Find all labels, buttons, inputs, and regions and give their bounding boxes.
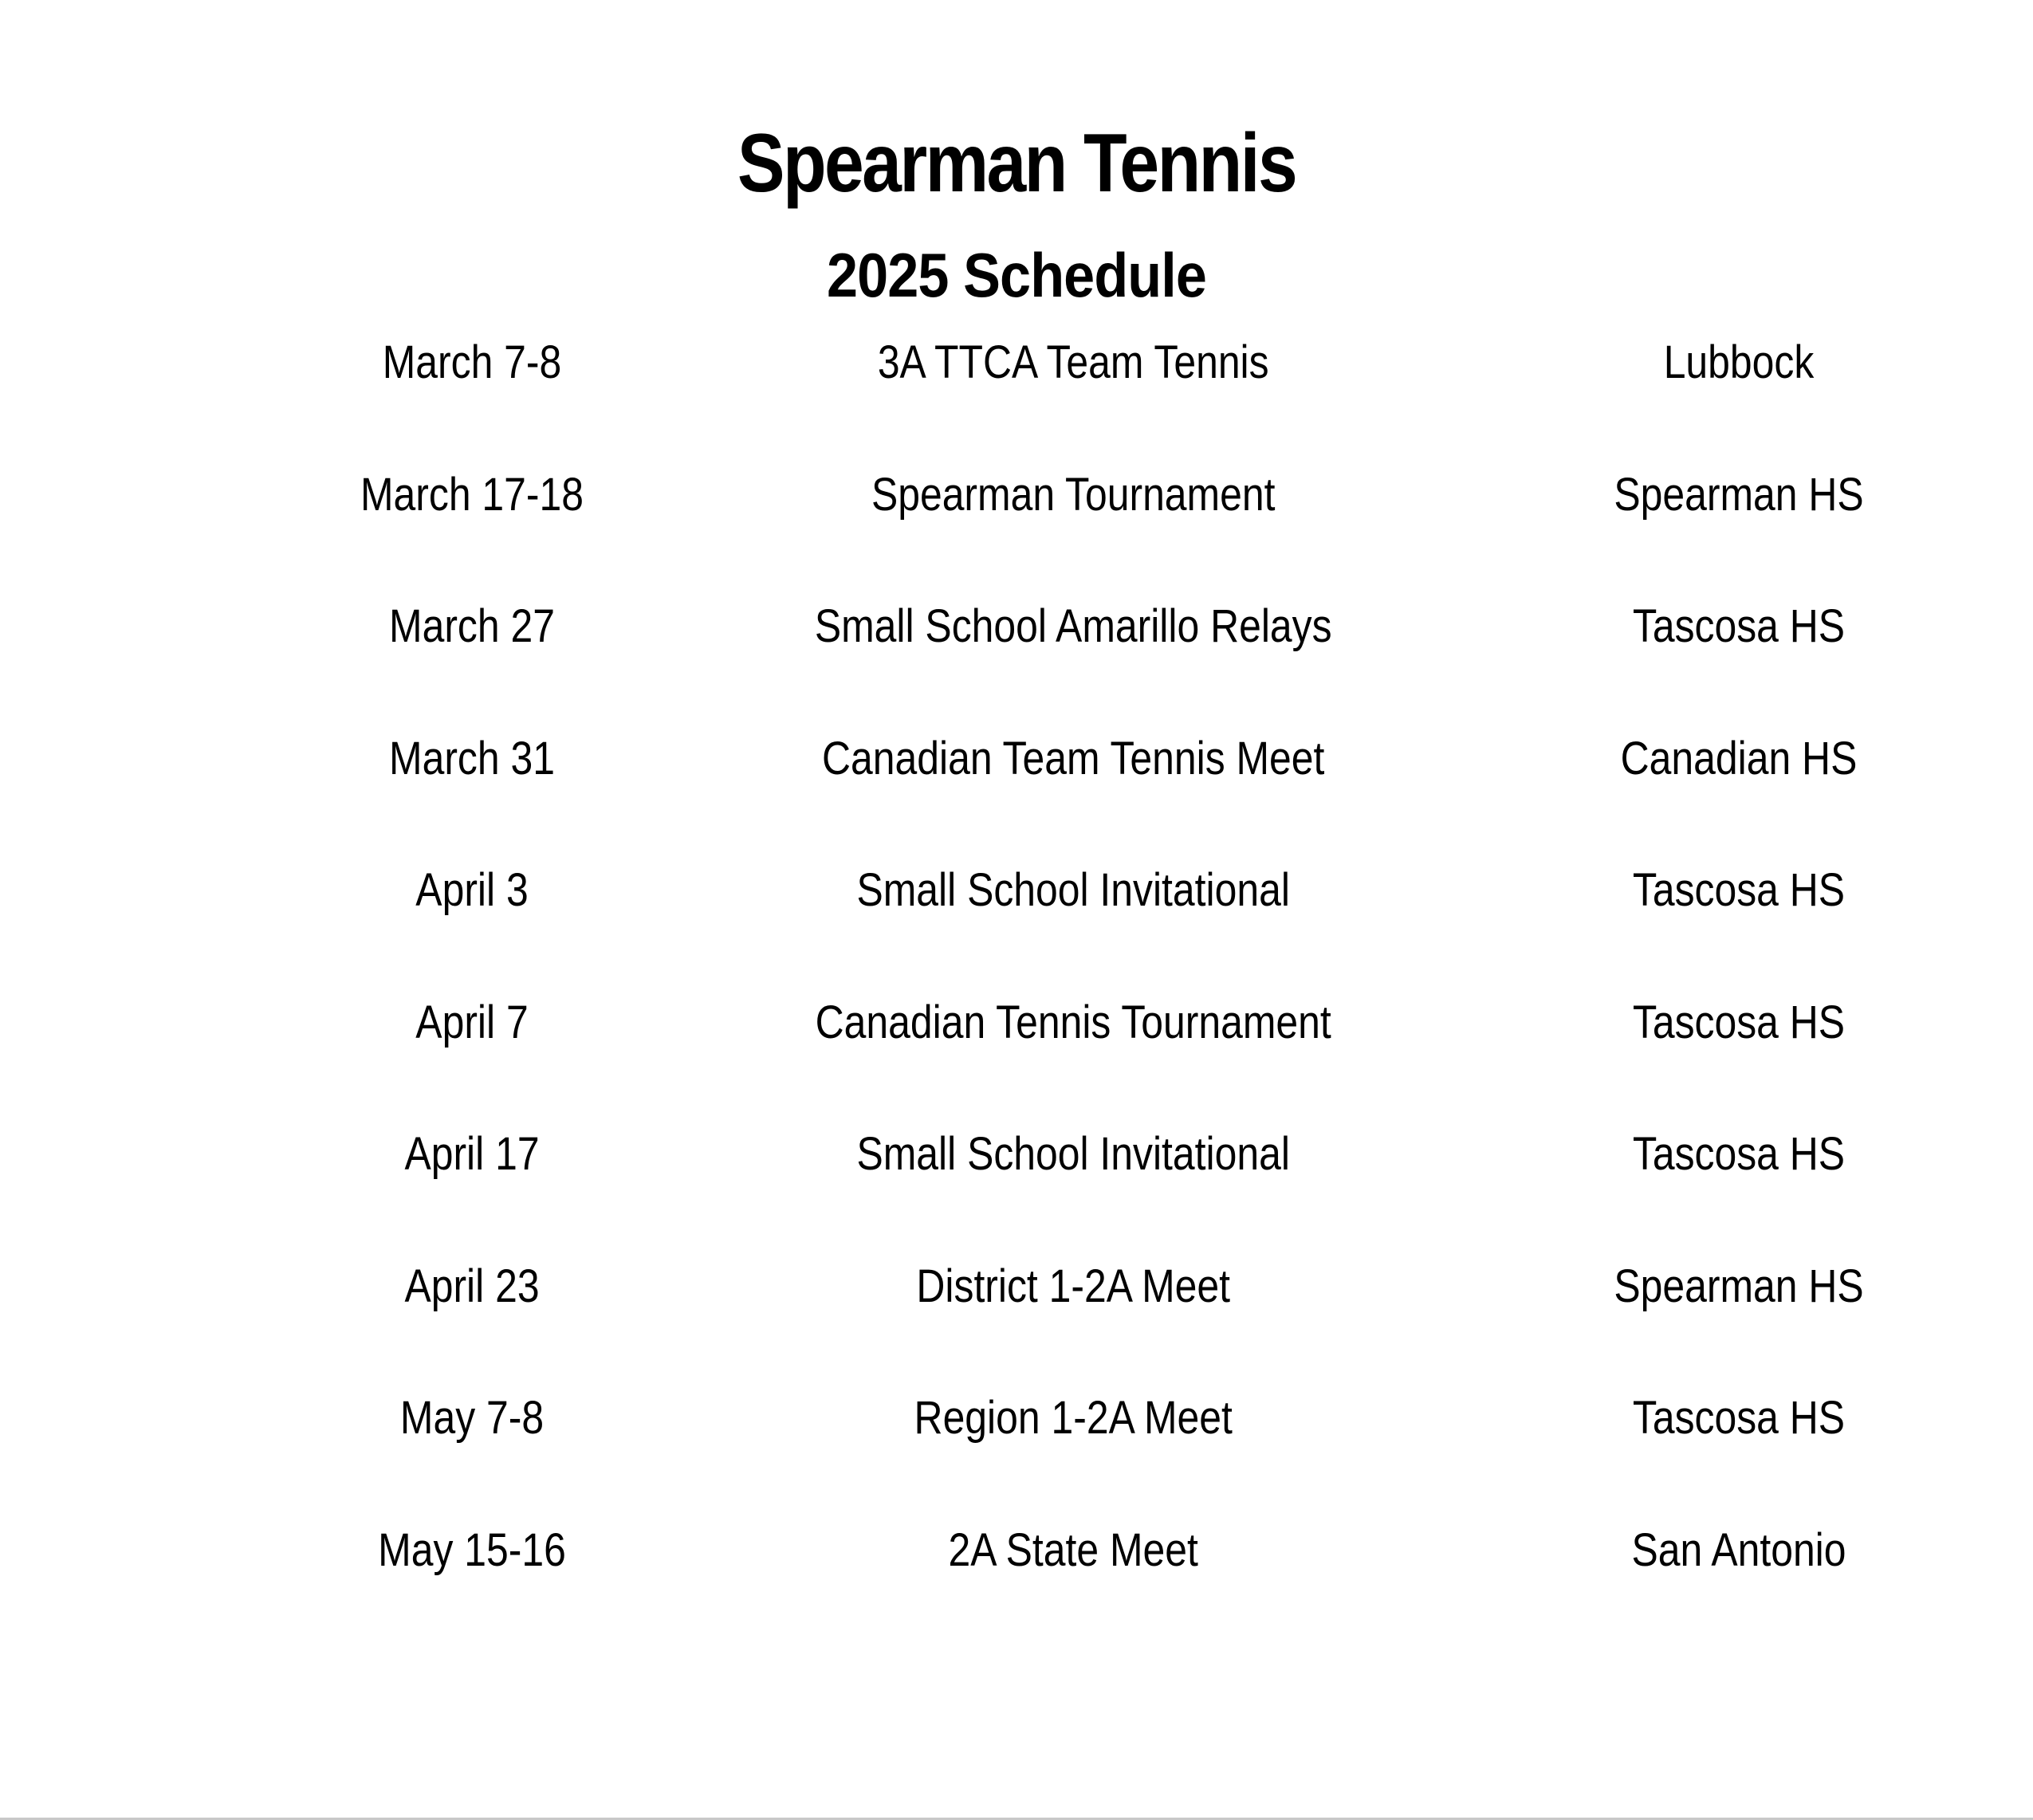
schedule-date: May 7-8 xyxy=(399,1392,545,1444)
schedule-event: District 1-2A Meet xyxy=(916,1260,1231,1312)
schedule-row xyxy=(0,1374,2033,1507)
schedule-date: March 17-18 xyxy=(360,468,584,521)
schedule-event: Small School Amarillo Relays xyxy=(814,600,1332,652)
schedule-location: Tascosa HS xyxy=(1632,996,1846,1048)
schedule-row xyxy=(0,979,2033,1111)
schedule-event: Small School Invitational xyxy=(856,864,1290,916)
schedule-row xyxy=(0,1243,2033,1375)
schedule-event: Region 1-2A Meet xyxy=(914,1392,1233,1444)
schedule-row xyxy=(0,715,2033,847)
schedule-location: Tascosa HS xyxy=(1632,864,1846,916)
schedule-location: Lubbock xyxy=(1663,336,1815,388)
schedule-date: April 23 xyxy=(404,1260,540,1312)
schedule-row xyxy=(0,847,2033,979)
schedule-date: April 7 xyxy=(415,996,529,1048)
schedule-row xyxy=(0,583,2033,715)
page-subtitle: 2025 Schedule xyxy=(826,240,1207,310)
schedule-date: March 27 xyxy=(389,600,555,652)
schedule-event: Small School Invitational xyxy=(856,1128,1290,1180)
schedule-event: 2A State Meet xyxy=(948,1523,1198,1576)
schedule-date: April 17 xyxy=(404,1128,540,1180)
schedule-table xyxy=(0,319,2033,1638)
schedule-location: Tascosa HS xyxy=(1632,1392,1846,1444)
schedule-location: Tascosa HS xyxy=(1632,1128,1846,1180)
schedule-date: March 7-8 xyxy=(382,336,562,388)
schedule-event: Canadian Team Tennis Meet xyxy=(822,732,1325,784)
schedule-date: March 31 xyxy=(389,732,555,784)
schedule-row xyxy=(0,1110,2033,1243)
schedule-location: Spearman HS xyxy=(1614,1260,1864,1312)
schedule-location: Spearman HS xyxy=(1614,468,1864,521)
schedule-row xyxy=(0,451,2033,584)
schedule-event: 3A TTCA Team Tennis xyxy=(877,336,1269,388)
schedule-location: Canadian HS xyxy=(1620,732,1858,784)
schedule-row xyxy=(0,1507,2033,1639)
schedule-location: Tascosa HS xyxy=(1632,600,1846,652)
schedule-location: San Antonio xyxy=(1631,1523,1846,1576)
schedule-date: April 3 xyxy=(415,864,529,916)
schedule-event: Spearman Tournament xyxy=(871,468,1276,521)
page-title: Spearman Tennis xyxy=(737,117,1296,210)
schedule-row xyxy=(0,319,2033,451)
schedule-date: May 15-16 xyxy=(378,1523,566,1576)
schedule-event: Canadian Tennis Tournament xyxy=(815,996,1331,1048)
